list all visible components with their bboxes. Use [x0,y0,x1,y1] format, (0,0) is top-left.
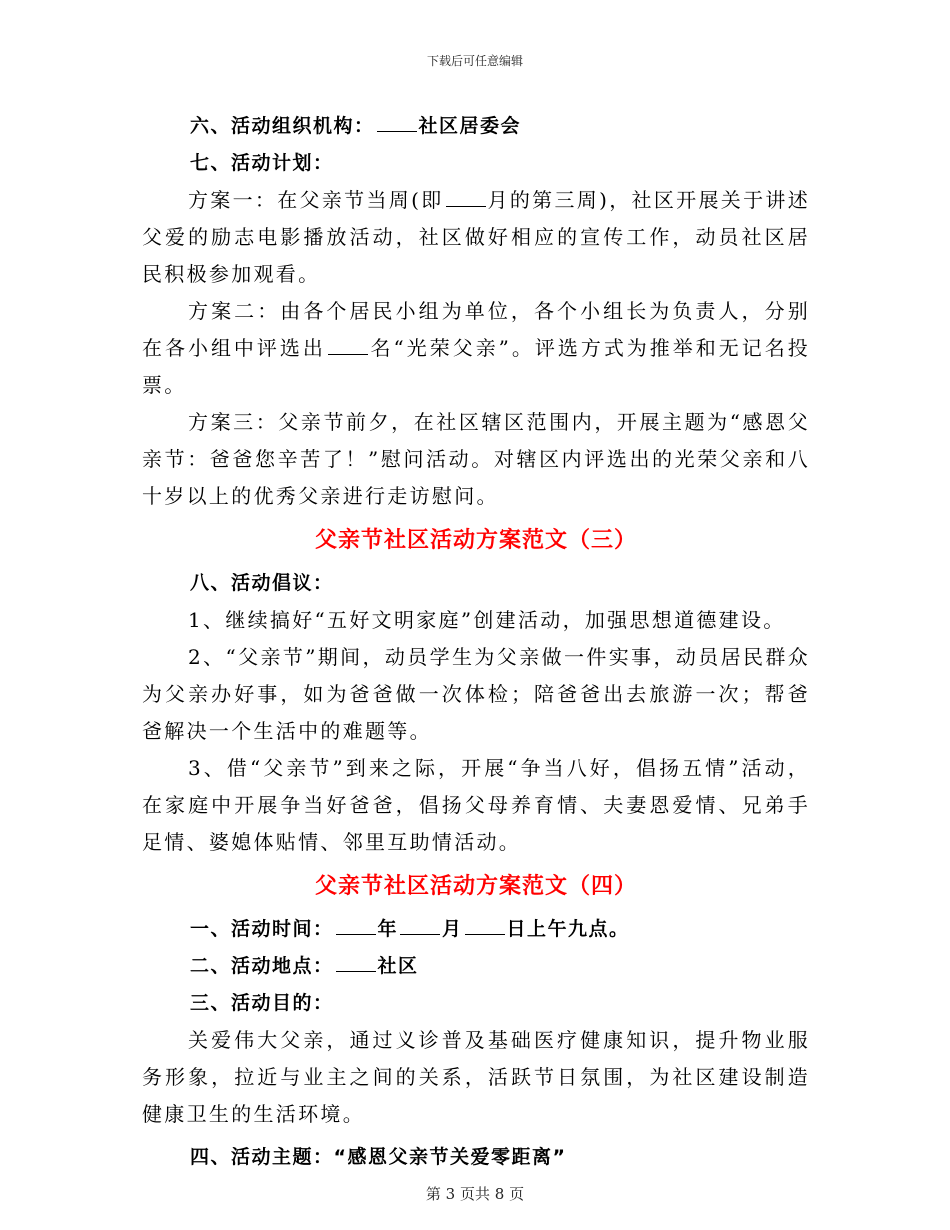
fill-blank [465,933,505,935]
page-footer-indicator: 第 3 页共 8 页 [425,1185,525,1203]
initiative-item-1: 1、继续搞好“五好文明家庭”创建活动，加强思想道德建设。 [188,608,786,632]
section-title-three: 父亲节社区活动方案范文（三） [314,528,637,553]
heading-activity-theme [142,1139,810,1176]
page-header-note: 下载后可任意编辑 [426,54,523,68]
section-title-four: 父亲节社区活动方案范文（四） [314,874,637,899]
paragraph-plan-two [142,293,810,404]
heading-plan: 七、活动计划： [190,152,334,174]
activity-time-year: 年 [377,918,399,940]
fill-blank [377,130,417,132]
heading-activity-purpose: 三、活动目的： [190,992,334,1014]
plan-two-text-b: 名“光荣父亲”。评选方式为推举和无记名投票。 [142,336,810,397]
fill-blank [336,933,376,935]
heading-organization [142,108,810,145]
heading-organization-label: 六、活动组织机构： [190,115,375,137]
paragraph-plan-one [142,182,810,293]
plan-one-text-a: 方案一：在父亲节当周(即 [188,188,444,212]
initiative-item-3: 3、借“父亲节”到来之际，开展“争当八好，倡扬五情”活动，在家庭中开展争当好爸爸，倡扬父母养育情、夫妻恩爱情、兄弟手足情、婆媳体贴情、邻里互助情活动。 [142,756,810,854]
activity-time-day: 日上午九点。 [506,918,630,940]
activity-time-month: 月 [442,918,463,940]
initiative-item-2: 2、“父亲节”期间，动员学生为父亲做一件实事，动员居民群众为父亲办好事，如为爸爸做一次体检；陪爸爸出去旅游一次；帮爸爸解决一个生活中的难题等。 [142,645,810,743]
activity-theme-label: 四、活动主题： [190,1146,334,1168]
activity-location-value: 社区 [377,955,419,977]
plan-one-text-b: 月的第三周)，社区开展关于讲述父爱的励志电影播放活动，社区做好相应的宣传工作，动员社区居民积极参加观看。 [142,188,810,286]
plan-two-text-a: 方案二：由各个居民小组为单位，各个小组长为负责人，分别在各小组中评选出 [142,299,810,360]
paragraph-purpose: 关爱伟大父亲，通过义诊普及基础医疗健康知识，提升物业服务形象，拉近与业主之间的关系，活跃节日氛围，为社区建设制造健康卫生的生活环境。 [142,1028,810,1126]
activity-time-label: 一、活动时间： [190,918,334,940]
fill-blank [336,970,376,972]
fill-blank [446,205,486,207]
heading-organization-value: 社区居委会 [418,115,522,137]
activity-theme-value: “感恩父亲节关爱零距离” [333,1146,567,1168]
heading-initiative: 八、活动倡议： [190,572,334,594]
paragraph-plan-three: 方案三：父亲节前夕，在社区辖区范围内，开展主题为“感恩父亲节：爸爸您辛苦了！”慰问活动。对辖区内评选出的光荣父亲和八十岁以上的优秀父亲进行走访慰问。 [142,410,810,508]
activity-location-label: 二、活动地点： [190,955,334,977]
heading-activity-time [142,911,810,948]
fill-blank [328,353,368,355]
heading-activity-location [142,948,810,985]
fill-blank [400,933,440,935]
document-body [142,108,810,1176]
